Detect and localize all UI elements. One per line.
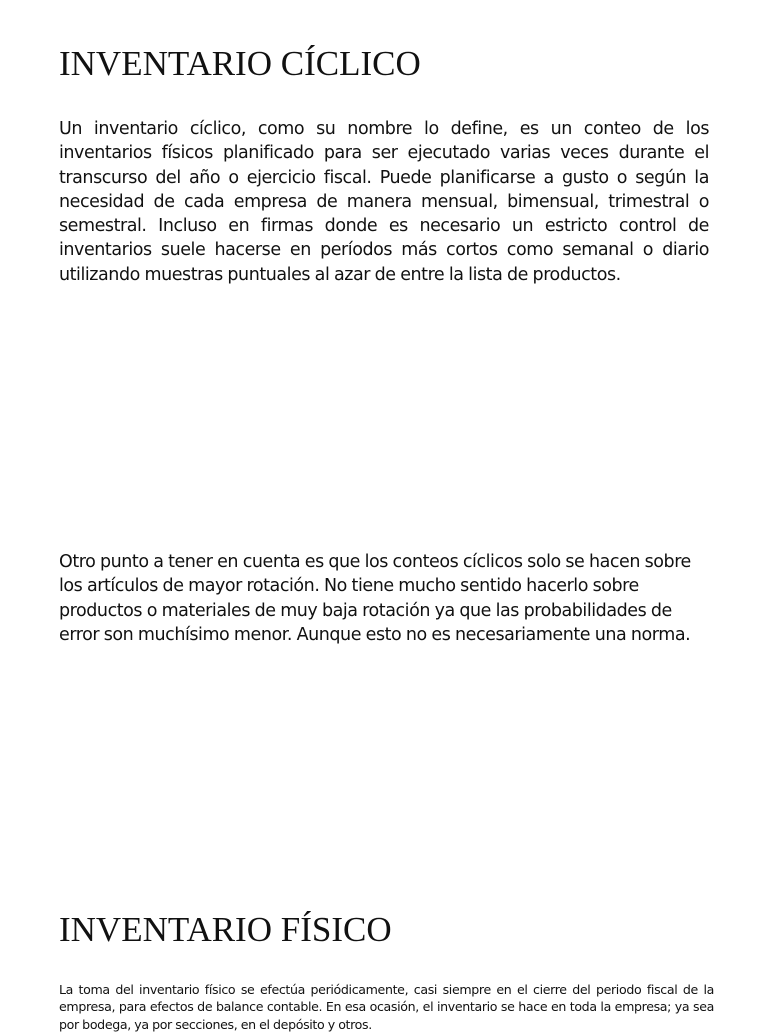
paragraph-inventario-ciclico-rotation: Otro punto a tener en cuenta es que los conteos cíclicos solo se hacen sobre los artículos de mayor rotación. No tiene mucho sentido hacerlo sobre productos o materiales de muy baja rotación ya que las probabilidades de error son muchísimo menor. Aunque esto no es necesariamente una norma. <box>59 552 691 645</box>
paragraph-inventario-ciclico-definition: Un inventario cíclico, como su nombre lo define, es un conteo de los inventarios físicos planificado para ser ejecutado varias veces durante el transcurso del año o ejercicio fiscal. Puede planificarse a gusto o según la necesidad de cada empresa de manera mensual, bimensual, trimestral o semestral. Incluso en firmas donde es necesario un estricto control de inventarios suele hacerse en períodos más cortos como semanal o diario utilizando muestras puntuales al azar de entre la lista de productos. <box>59 119 709 285</box>
section-title-inventario-ciclico: INVENTARIO CÍCLICO <box>59 44 421 83</box>
paragraph-inventario-fisico-definition: La toma del inventario físico se efectúa periódicamente, casi siempre en el cierre del periodo fiscal de la empresa, para efectos de balance contable. En esa ocasión, el inventario se hace en toda la empresa; ya sea por bodega, ya por secciones, en el depósito y otros. <box>59 982 714 1032</box>
section-title-inventario-fisico: INVENTARIO FÍSICO <box>59 910 392 949</box>
